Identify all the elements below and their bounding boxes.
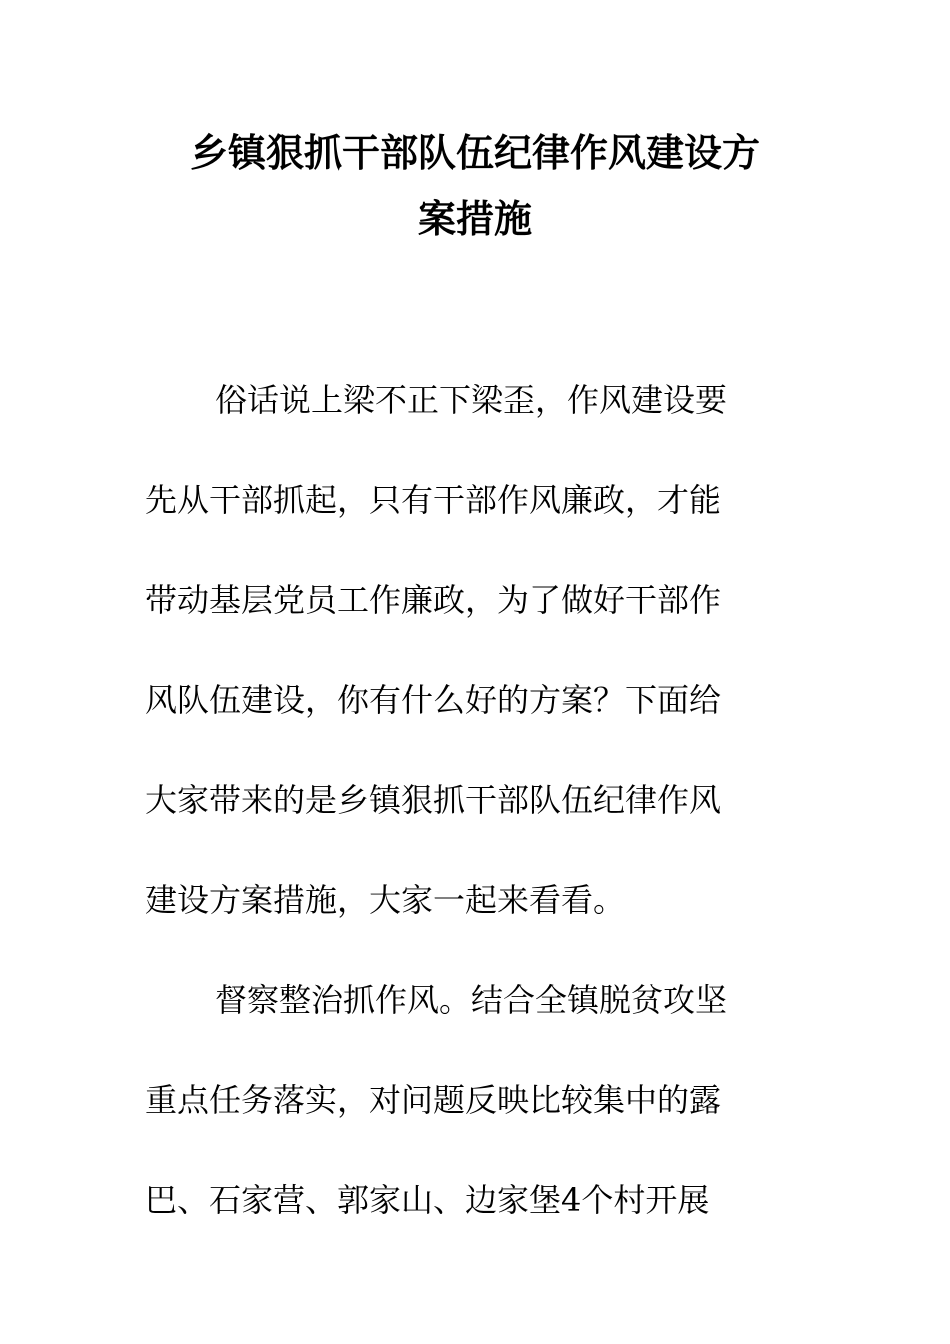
paragraph-line: 俗话说上梁不正下梁歪，作风建设要 (215, 381, 728, 419)
document-body (145, 364, 805, 1264)
document-title (145, 120, 805, 252)
paragraph-line: 带动基层党员工作廉政，为了做好干部作 (145, 581, 722, 619)
paragraph-2 (145, 964, 805, 1264)
paragraph-line: 督察整治抓作风。结合全镇脱贫攻坚 (215, 981, 728, 1019)
paragraph-line: 建设方案措施，大家一起来看看。 (145, 881, 626, 919)
paragraph-line: 巴、石家营、郭家山、边家堡4个村开展 (145, 1181, 710, 1219)
title-line-1: 乡镇狠抓干部队伍纪律作风建设方 (189, 131, 760, 175)
title-line-2: 案措施 (417, 197, 532, 241)
paragraph-1 (145, 364, 805, 964)
paragraph-line: 重点任务落实，对问题反映比较集中的露 (145, 1081, 722, 1119)
paragraph-line: 先从干部抓起，只有干部作风廉政，才能 (145, 481, 722, 519)
paragraph-line: 大家带来的是乡镇狠抓干部队伍纪律作风 (145, 781, 722, 819)
paragraph-line: 风队伍建设，你有什么好的方案？下面给 (145, 681, 722, 719)
